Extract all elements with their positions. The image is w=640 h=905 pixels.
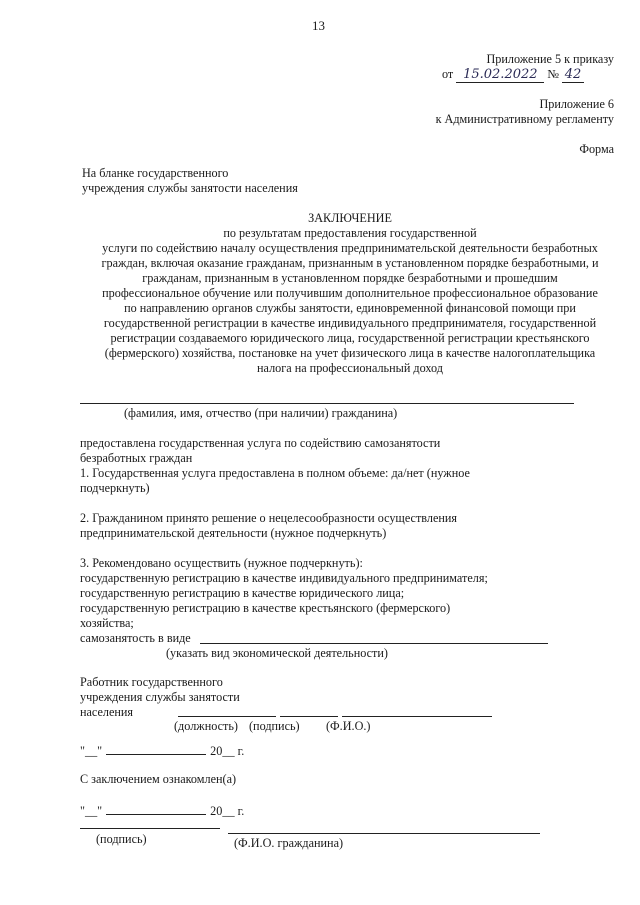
acquainted-date-row	[80, 803, 244, 819]
caption-signature: (подпись)	[249, 719, 300, 733]
citizen-name-line[interactable]	[80, 403, 574, 404]
title-line: профессиональное обучение или получившим дополнительное профессиональное образование	[102, 286, 598, 300]
title-line: (фермерского) хозяйства, постановке на учет физического лица в качестве налогоплательщика	[104, 346, 596, 360]
appendix-number-handwritten: 42	[562, 67, 584, 83]
self-employment-caption: (указать вид экономической деятельности)	[166, 646, 388, 660]
signature-line1: Работник государственного	[80, 675, 223, 689]
body-p3-line1: 3. Рекомендовано осуществить (нужное подчеркнуть):	[80, 556, 363, 570]
signature-line3: населения	[80, 705, 134, 719]
full-name-line[interactable]	[342, 716, 492, 717]
date-year: 20__ г.	[210, 804, 245, 818]
body-p2-line1: 2. Гражданином принято решение о нецелесообразности осуществления	[80, 511, 458, 525]
title-line: гражданам, признанным в установленном порядке безработными и прошедшим	[142, 271, 558, 285]
body-p3-line6: самозанятость в виде	[80, 631, 191, 645]
appendix-num-label: №	[547, 67, 559, 81]
self-employment-line[interactable]	[200, 643, 548, 644]
title-line: государственной регистрации в качестве индивидуального предпринимателя, государственной	[103, 316, 597, 330]
appendix-date-handwritten: 15.02.2022	[456, 67, 544, 83]
signature-line[interactable]	[280, 716, 338, 717]
caption-position: (должность)	[174, 719, 238, 733]
date-open-quote: "	[80, 744, 85, 758]
acquainted-caption-name: (Ф.И.О. гражданина)	[234, 836, 344, 850]
conclusion-heading: ЗАКЛЮЧЕНИЕ	[308, 211, 392, 225]
date-month-blank[interactable]	[106, 743, 206, 755]
body-p3-line5: хозяйства;	[80, 616, 134, 630]
acquainted-signature-line[interactable]	[80, 828, 220, 829]
letterhead-line2: учреждения службы занятости населения	[82, 181, 298, 195]
date-open-quote: "	[80, 804, 85, 818]
position-line[interactable]	[178, 716, 276, 717]
title-line: по направлению органов службы занятости, единовременной финансовой помощи при	[124, 301, 576, 315]
title-line: по результатам предоставления государственной	[223, 226, 477, 240]
date-close-quote: "	[97, 804, 103, 818]
appendix-line3: Приложение 6	[539, 97, 614, 111]
body-p0-line1: предоставлена государственная услуга по содействию самозанятости	[80, 436, 441, 450]
date-close-quote: "	[97, 744, 103, 758]
caption-name: (Ф.И.О.)	[326, 719, 371, 733]
date-year: 20__ г.	[210, 744, 245, 758]
body-p1-line1: 1. Государственная услуга предоставлена в полном объеме: да/нет (нужное	[80, 466, 470, 480]
date-day-blank[interactable]: __	[84, 744, 98, 758]
acquainted-name-line[interactable]	[228, 833, 540, 834]
body-p3-line2: государственную регистрацию в качестве индивидуального предпринимателя;	[80, 571, 488, 585]
page-number: 13	[312, 18, 325, 33]
title-line: регистрации создаваемого юридического лица, государственной регистрации крестьянского	[110, 331, 590, 345]
appendix-date-row	[442, 67, 584, 83]
date-day-blank[interactable]: __	[84, 804, 98, 818]
acquainted-label: С заключением ознакомлен(а)	[80, 772, 237, 786]
appendix-line4: к Административному регламенту	[435, 112, 614, 126]
title-line: услуги по содействию началу осуществления предпринимательской деятельности безработных	[102, 241, 598, 255]
signature-line2: учреждения службы занятости	[80, 690, 240, 704]
body-p2-line2: предпринимательской деятельности (нужное подчеркнуть)	[80, 526, 387, 540]
title-line: налога на профессиональный доход	[257, 361, 443, 375]
appendix-from-label: от	[442, 67, 454, 81]
acquainted-caption-signature: (подпись)	[96, 832, 147, 846]
citizen-name-caption: (фамилия, имя, отчество (при наличии) гражданина)	[124, 406, 398, 420]
letterhead-line1: На бланке государственного	[82, 166, 229, 180]
body-p3-line4: государственную регистрацию в качестве крестьянского (фермерского)	[80, 601, 451, 615]
body-p3-line3: государственную регистрацию в качестве юридического лица;	[80, 586, 405, 600]
title-line: граждан, включая оказание гражданам, признанным в установленном порядке безработными, и	[101, 256, 599, 270]
appendix-line1: Приложение 5 к приказу	[486, 52, 614, 66]
body-p1-line2: подчеркнуть)	[80, 481, 150, 495]
form-label: Форма	[579, 142, 614, 156]
body-p0-line2: безработных граждан	[80, 451, 193, 465]
date-month-blank[interactable]	[106, 803, 206, 815]
signature-date-row	[80, 743, 244, 759]
